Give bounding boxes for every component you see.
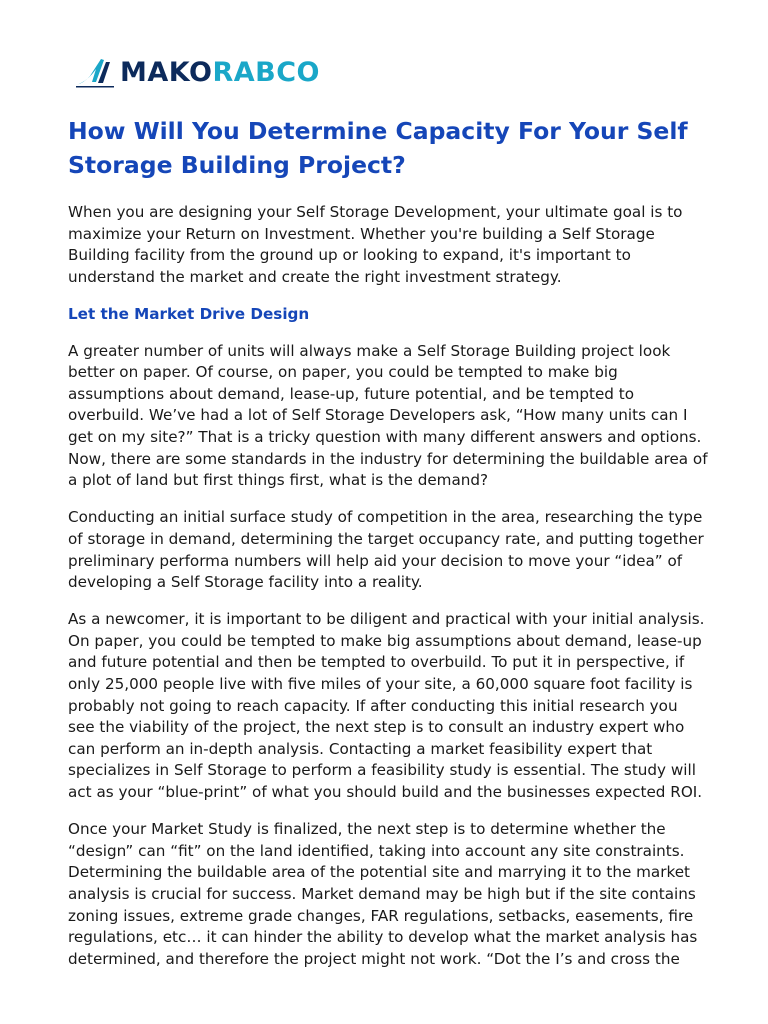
intro-paragraph: When you are designing your Self Storage Development, your ultimate goal is to maximize your Return on Investment. Whether you're building a Self Storage Building facility from the ground up or looking to expand, it's important to understand the market and create the right investment strategy.	[68, 203, 683, 286]
article-body	[68, 202, 708, 986]
makorabco-logo	[74, 52, 320, 92]
fin-wave-icon	[74, 56, 118, 88]
body-paragraph: As a newcomer, it is important to be diligent and practical with your initial analysis. On paper, you could be tempted to make big assumptions about demand, lease-up and future potential and then be tempted to overbuild. To put it in perspective, if only 25,000 people live with five miles of your site, a 60,000 square foot facility is probably not going to reach capacity. If after conducting this initial research you see the viability of the project, the next step is to consult an industry expert who can perform an in-depth analysis. Contacting a market feasibility expert that specializes in Self Storage to perform a feasibility study is essential. The study will act as your “blue-print” of what you should build and the businesses expected ROI.	[68, 610, 705, 802]
body-paragraph: Conducting an initial surface study of competition in the area, researching the type of storage in demand, determining the target occupancy rate, and putting together preliminary performa numbers will help aid your decision to move your “idea” of developing a Self Storage facility into a reality.	[68, 508, 704, 592]
body-paragraph: Once your Market Study is finalized, the next step is to determine whether the “design” can “fit” on the land identified, taking into account any site constraints. Determining the buildable area of the potential site and marrying it to the market analysis is crucial for success. Market demand may be high but if the site contains zoning issues, extreme grade changes, FAR regulations, setbacks, easements, fire regulations, etc… it can hinder the ability to develop what the market analysis has determined, and therefore the project might not work. “Dot the I’s and cross the	[68, 820, 698, 968]
logo-text-rabco: RABCO	[212, 56, 320, 88]
section-heading: Let the Market Drive Design	[68, 304, 310, 323]
logo-text-mako: MAKO	[120, 56, 213, 88]
body-paragraph: A greater number of units will always make a Self Storage Building project look better on paper. Of course, on paper, you could be tempted to make big assumptions about demand, lease-up, future potential, and be tempted to overbuild. We’ve had a lot of Self Storage Developers ask, “How many units can I get on my site?” That is a tricky question with many different answers and options. Now, there are some standards in the industry for determining the buildable area of a plot of land but first things first, what is the demand?	[68, 341, 708, 490]
page-title: How Will You Determine Capacity For Your Self Storage Building Project?	[68, 117, 688, 179]
logo-wordmark	[120, 56, 320, 88]
